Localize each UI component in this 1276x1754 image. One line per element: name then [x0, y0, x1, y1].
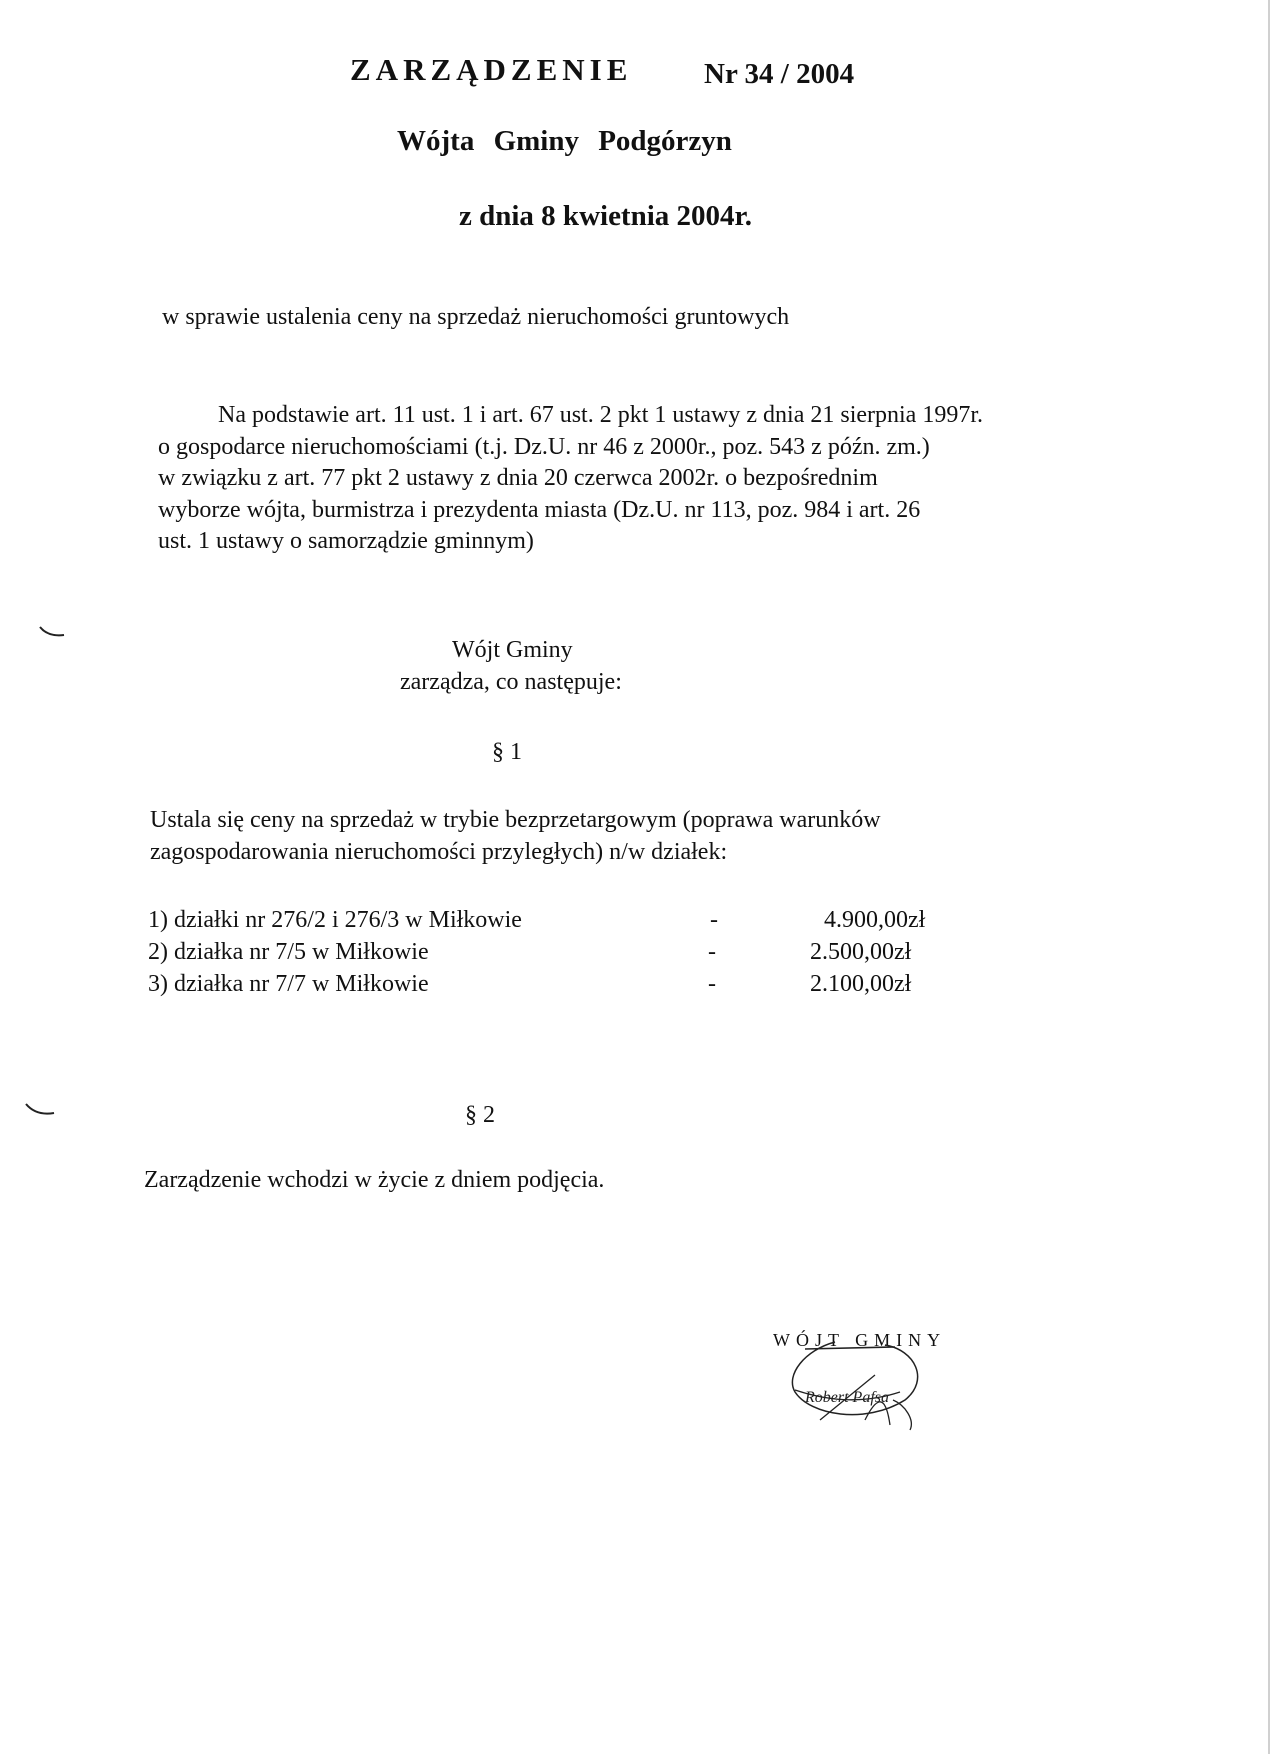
parcel-dash: - [708, 939, 716, 965]
legal-basis-paragraph [158, 400, 983, 558]
legal-basis-line: wyborze wójta, burmistrza i prezydenta miasta (Dz.U. nr 113, poz. 984 i art. 26 [158, 496, 921, 523]
legal-basis-line: ust. 1 ustawy o samorządzie gminnym) [158, 528, 534, 554]
parcel-dash: - [708, 971, 716, 997]
decree-intro-wojt: Wójt Gminy [452, 637, 573, 663]
section-1-text-line: Ustala się ceny na sprzedaż w trybie bezprzetargowym (poprawa warunków [150, 807, 881, 833]
parcel-price: 2.500,00zł [810, 939, 912, 965]
parcel-price: 2.100,00zł [810, 971, 912, 997]
handwritten-signature [765, 1330, 1005, 1440]
section-1-heading: § 1 [492, 739, 522, 765]
parcel-label: 3) działka nr 7/7 w Miłkowie [148, 971, 429, 997]
scan-edge-line [1268, 0, 1270, 1754]
parcel-item [148, 904, 948, 936]
parcel-price-list [148, 904, 948, 1000]
document-date: z dnia 8 kwietnia 2004r. [459, 200, 752, 232]
parcel-dash: - [710, 907, 718, 933]
document-title: ZARZĄDZENIE [350, 52, 633, 87]
signature-block [765, 1330, 1005, 1440]
parcel-label: 2) działka nr 7/5 w Miłkowie [148, 939, 429, 965]
document-issuer: Wójta Gminy Podgórzyn [397, 125, 732, 157]
parcel-item [148, 968, 948, 1000]
legal-basis-line: Na podstawie art. 11 ust. 1 i art. 67 ust. 2 pkt 1 ustawy z dnia 21 sierpnia 1997r. [218, 402, 983, 428]
parcel-item [148, 936, 948, 968]
margin-mark [24, 1102, 58, 1118]
section-2-text: Zarządzenie wchodzi w życie z dniem podjęcia. [144, 1167, 605, 1193]
legal-basis-line: o gospodarce nieruchomościami (t.j. Dz.U. nr 46 z 2000r., poz. 543 z późn. zm.) [158, 433, 930, 460]
signature-stamp: WÓJT GMINY [773, 1330, 947, 1350]
section-1-text-line: zagospodarowania nieruchomości przyległych) n/w działek: [150, 839, 728, 865]
document-subject: w sprawie ustalenia ceny na sprzedaż nieruchomości gruntowych [162, 304, 790, 330]
parcel-price: 4.900,00zł [824, 907, 926, 933]
decree-intro-zarzadza: zarządza, co następuje: [400, 669, 622, 695]
legal-basis-line: w związku z art. 77 pkt 2 ustawy z dnia 20 czerwca 2002r. o bezpośrednim [158, 465, 878, 491]
margin-mark [38, 625, 68, 639]
signature-name: Robert Pafsa [805, 1389, 889, 1406]
document-number: Nr 34 / 2004 [704, 58, 855, 90]
section-1-text [150, 804, 881, 868]
parcel-label: 1) działki nr 276/2 i 276/3 w Miłkowie [148, 907, 522, 933]
section-2-heading: § 2 [465, 1102, 495, 1128]
